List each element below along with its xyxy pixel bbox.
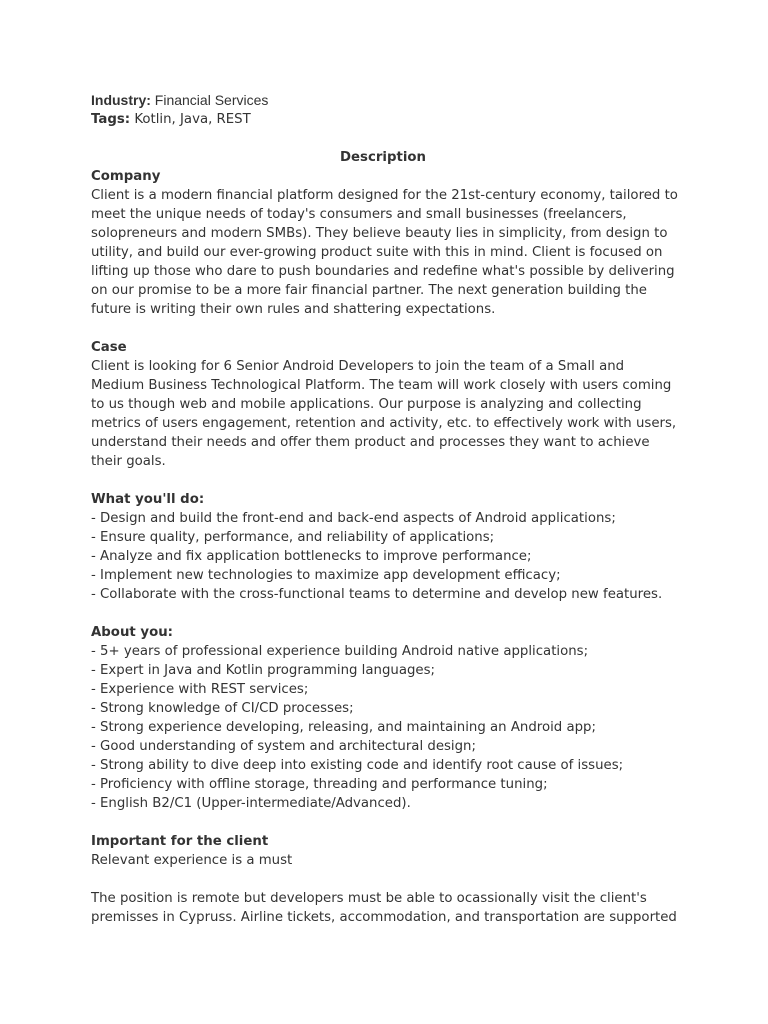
list-item: - Strong ability to dive deep into existing code and identify root cause of issues;: [91, 758, 624, 773]
list-item: - Good understanding of system and architectural design;: [91, 739, 476, 754]
what-youll-do-heading: What you'll do:: [91, 492, 205, 507]
list-item: - Ensure quality, performance, and reliability of applications;: [91, 530, 495, 545]
tags-line: [91, 110, 691, 129]
case-heading: Case: [91, 340, 127, 355]
about-you-list: [91, 642, 691, 813]
list-item: - Expert in Java and Kotlin programming languages;: [91, 663, 435, 678]
document-page: [91, 91, 691, 927]
remote-note: The position is remote but developers must be able to ocassionally visit the client's premisses in Cypruss. Airline tickets, accommodation, and transportation are supported: [91, 891, 677, 925]
list-item: - Analyze and fix application bottlenecks to improve performance;: [91, 549, 532, 564]
what-youll-do-list: [91, 509, 691, 604]
list-item: - Strong experience developing, releasing, and maintaining an Android app;: [91, 720, 596, 735]
tags-value: Kotlin, Java, REST: [134, 112, 251, 127]
list-item: - English B2/C1 (Upper-intermediate/Advanced).: [91, 796, 411, 811]
description-title: Description: [339, 150, 426, 165]
company-text: Client is a modern financial platform designed for the 21st-century economy, tailored to meet the unique needs of today's consumers and small businesses (freelancers, solopreneurs and modern SMBs). They believe beauty lies in simplicity, from design to utility, and build our ever-growing product suite with this in mind. Client is focused on lifting up those who dare to push boundaries and redefine what's possible by delivering on our promise to be a more fair financial partner. The next generation building the future is writing their own rules and shattering expectations.: [91, 188, 678, 317]
list-item: - Proficiency with offline storage, threading and performance tuning;: [91, 777, 548, 792]
industry-value: Financial Services: [154, 92, 269, 108]
company-heading: Company: [91, 169, 161, 184]
list-item: - Implement new technologies to maximize app development efficacy;: [91, 568, 561, 583]
list-item: - Experience with REST services;: [91, 682, 309, 697]
important-heading: Important for the client: [91, 834, 269, 849]
list-item: - 5+ years of professional experience building Android native applications;: [91, 644, 589, 659]
industry-label: Industry:: [91, 92, 151, 108]
industry-line: [91, 91, 691, 110]
case-text: Client is looking for 6 Senior Android Developers to join the team of a Small and Medium Business Technological Platform. The team will work closely with users coming to us though web and mobile applications. Our purpose is analyzing and collecting metrics of users engagement, retention and activity, etc. to effectively work with users, understand their needs and offer them product and processes they want to achieve their goals.: [91, 359, 677, 469]
tags-label: Tags:: [91, 112, 131, 127]
list-item: - Strong knowledge of CI/CD processes;: [91, 701, 354, 716]
important-text: Relevant experience is a must: [91, 853, 293, 868]
list-item: - Collaborate with the cross-functional teams to determine and develop new features.: [91, 587, 663, 602]
about-you-heading: About you:: [91, 625, 173, 640]
list-item: - Design and build the front-end and back-end aspects of Android applications;: [91, 511, 616, 526]
